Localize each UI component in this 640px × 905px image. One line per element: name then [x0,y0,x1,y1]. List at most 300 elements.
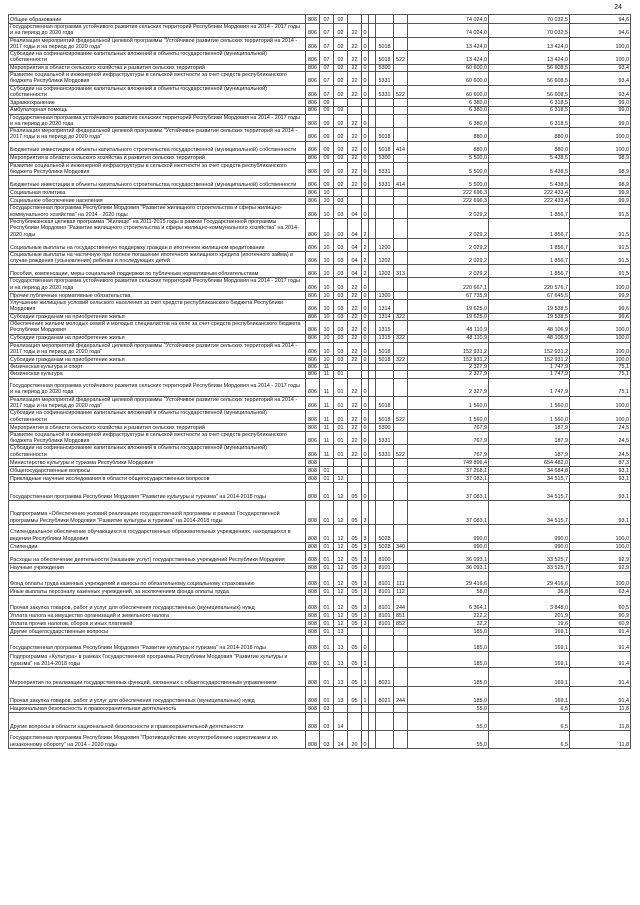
cell-name: Субсидии на софинансирование капитальных вложений в объекты государственной (муниципальной) собственности [9,51,306,65]
cell-ministry-code: 808 [306,543,320,551]
cell-section-code: 01 [320,525,334,543]
cell-plan-amount: 13 424,0 [408,37,489,51]
table-row [9,154,631,162]
cell-expense-type-code: 522 [394,445,408,459]
cell-name: Субсидии на софинансирование капитальных вложений в объекты государственной (муниципальной) собственности [9,85,306,99]
cell-program-code: 05 [348,668,362,687]
cell-article-code: 5028 [376,543,394,551]
cell-name: Государственная программа Республики Мордовия "Противодействие злоупотреблению наркотиками и их незаконному обороту" на 2014 - 2020 годы [9,731,306,749]
cell-percent: 93,1 [570,475,631,483]
cell-expense-type-code [394,64,408,71]
cell-program-code: 22 [348,356,362,364]
cell-article-code: 8021 [376,668,394,687]
cell-expense-type-code: 322 [394,334,408,342]
cell-subsection-code: 12 [334,612,348,620]
cell-article-code: 5331 [376,162,394,176]
cell-subsection-code: 12 [334,620,348,628]
cell-program-code: 05 [348,564,362,572]
cell-ministry-code: 808 [306,628,320,636]
cell-sub2-code [369,612,376,620]
cell-subprogram-code [362,628,369,636]
cell-plan-amount: 222,2 [408,612,489,620]
cell-subsection-code: 12 [334,483,348,501]
cell-program-code: 22 [348,37,362,51]
cell-percent: 92,9 [570,564,631,572]
cell-actual-amount: 5 438,5 [489,154,570,162]
cell-sub2-code [369,24,376,38]
cell-program-code: 05 [348,636,362,652]
cell-program-code: 22 [348,342,362,356]
cell-actual-amount: 6 318,5 [489,99,570,107]
cell-expense-type-code [394,251,408,265]
cell-article-code: 5300 [376,423,394,431]
cell-name: Субсидии на софинансирование капитальных вложений в объекты государственной (муниципальной) собственности [9,410,306,424]
cell-section-code: 10 [320,334,334,342]
cell-ministry-code: 806 [306,300,320,314]
cell-plan-amount: 48 110,9 [408,334,489,342]
cell-section-code: 10 [320,189,334,197]
cell-percent: 100,0 [570,543,631,551]
cell-subprogram-code: 0 [363,155,367,162]
cell-sub2-code [369,588,376,596]
cell-subsection-code: 03 [334,292,348,300]
cell-plan-amount: 2 327,9 [408,378,489,396]
cell-subsection-code: 03 [334,334,348,342]
cell-subprogram-code: 3 [362,572,369,588]
cell-name: Здравоохранение [9,99,306,107]
cell-actual-amount: 1 747,9 [489,371,570,378]
table-row [9,628,631,636]
cell-section-code: 10 [320,238,334,251]
table-row [9,114,631,128]
cell-percent: 100,0 [570,396,631,410]
cell-percent: 100,0 [570,320,631,334]
cell-actual-amount: 187,9 [489,445,570,459]
cell-program-code: 04 [348,205,362,219]
cell-percent: 11,8 [570,705,631,713]
cell-name: Мероприятия по реализации государственных функций, связанных с общегосударственным управлением [9,668,306,687]
cell-expense-type-code [394,205,408,219]
table-row [9,197,631,205]
page-number: 24 [614,4,622,11]
cell-expense-type-code [394,342,408,356]
cell-section-code: 01 [320,551,334,564]
cell-plan-amount: 2 327,9 [408,364,489,371]
cell-name: Физическая культура и спорт [9,364,306,371]
cell-plan-amount: 2 029,2 [408,265,489,278]
cell-program-code: 04 [348,218,362,238]
table-row [9,731,631,749]
table-row [9,51,631,65]
cell-section-code: 01 [320,668,334,687]
cell-expense-type-code [394,501,408,525]
cell-article-code [376,99,394,107]
cell-plan-amount: 60 600,0 [408,72,489,86]
cell-subsection-code: 01 [334,431,348,445]
cell-section-code: 09 [320,128,334,142]
cell-sub2-code [369,37,376,51]
cell-section-code: 01 [320,687,334,705]
cell-section-code: 09 [320,141,334,154]
cell-program-code: 22 [348,64,362,71]
cell-expense-type-code [394,475,408,483]
table-row [9,320,631,334]
cell-subsection-code: 03 [334,218,348,238]
cell-actual-amount: 169,1 [489,668,570,687]
cell-name: Подпрограмма «Культура» в рамках Государственной программы Республики Мордовия "Развитие культуры и туризма" на 2014-2018 годы [9,652,306,668]
table-row [9,15,631,24]
cell-subprogram-code: 3 [362,551,369,564]
cell-sub2-code [369,342,376,356]
cell-actual-amount: 1 856,7 [489,218,570,238]
cell-ministry-code: 806 [306,356,320,364]
table-row [9,396,631,410]
cell-subsection-code: 13 [334,668,348,687]
cell-sub2-code [369,620,376,628]
cell-name: Расходы на обеспечение деятельности (оказание услуг) государственных учреждений Республики Мордовия [9,551,306,564]
cell-subsection-code [334,467,348,475]
cell-expense-type-code [394,364,408,371]
cell-subprogram-code: 0 [362,300,369,314]
cell-article-code [376,705,394,713]
cell-name: Развитие социальной и инженерной инфраструктуры в сельской местности за счет средств республиканского бюджета Республики Мордовия [9,431,306,445]
cell-name: Пособия, компенсации, меры социальной поддержки по публичным нормативным обязательствам [9,265,306,278]
table-row [9,525,631,543]
cell-program-code: 22 [348,24,362,38]
cell-plan-amount: 37 268,1 [408,467,489,475]
cell-actual-amount: 1 856,7 [489,251,570,265]
cell-percent: 11,8 [570,731,631,749]
cell-program-code: 22 [348,176,362,189]
cell-subsection-code: 12 [334,596,348,612]
cell-section-code: 01 [320,572,334,588]
cell-name: Другие вопросы в области национальной безопасности и правоохранительной деятельности [9,713,306,731]
cell-actual-amount: 1 856,7 [489,265,570,278]
table-row [9,410,631,424]
cell-subprogram-code: 0 [362,378,369,396]
cell-percent: 91,5 [570,218,631,238]
cell-section-code: 09 [320,107,334,114]
cell-program-code [348,628,362,636]
cell-percent: 60,9 [570,620,631,628]
cell-subsection-code: 02 [334,72,348,86]
table-row [9,378,631,396]
cell-section-code: 07 [320,51,334,65]
cell-section-code: 09 [320,176,334,189]
cell-section-code: 07 [320,15,334,24]
cell-article-code: 1200 [376,238,394,251]
cell-actual-amount: 6,5 [489,713,570,731]
cell-subprogram-code: 0 [362,410,369,424]
cell-sub2-code [369,162,376,176]
cell-plan-amount: 767,9 [408,423,489,431]
cell-ministry-code: 806 [306,251,320,265]
cell-program-code: 22 [348,292,362,300]
cell-program-code: 22 [348,396,362,410]
cell-ministry-code: 806 [306,197,320,205]
cell-ministry-code: 806 [306,37,320,51]
cell-percent: 93,1 [570,483,631,501]
cell-program-code: 22 [348,114,362,128]
cell-name: Научные учреждения [9,564,306,572]
table-row [9,668,631,687]
cell-plan-amount: 2 327,9 [408,371,489,378]
cell-article-code [376,378,394,396]
cell-plan-amount: 37 083,1 [408,483,489,501]
cell-plan-amount: 36 093,1 [408,564,489,572]
cell-article-code: 5018 [376,128,394,142]
cell-program-code: 22 [348,313,362,320]
cell-plan-amount: 6 364,1 [408,596,489,612]
cell-percent: 100,0 [570,342,631,356]
cell-subprogram-code [362,99,369,107]
cell-expense-type-code [394,320,408,334]
cell-ministry-code: 808 [306,564,320,572]
cell-subsection-code: 02 [334,85,348,99]
cell-sub2-code [369,596,376,612]
cell-actual-amount: 13 424,0 [489,51,570,65]
cell-percent: 24,5 [570,445,631,459]
cell-name: Фонд оплаты труда казенных учреждений и взносы по обязательному социальному страхованию [9,572,306,588]
table-row [9,24,631,38]
cell-section-code: 10 [320,197,334,205]
cell-actual-amount: 169,1 [489,636,570,652]
cell-article-code [376,636,394,652]
cell-ministry-code: 808 [306,612,320,620]
cell-ministry-code: 806 [306,378,320,396]
cell-subsection-code: 13 [334,636,348,652]
cell-ministry-code: 808 [306,551,320,564]
cell-actual-amount: 13 424,0 [489,37,570,51]
cell-actual-amount: 67 645,5 [489,292,570,300]
cell-name: Общегосударственные вопросы [9,467,306,475]
cell-expense-type-code: 322 [394,313,408,320]
table-body [9,15,631,749]
cell-program-code: 22 [348,162,362,176]
cell-actual-amount: 222 433,4 [489,197,570,205]
cell-actual-amount: 56 608,5 [489,64,570,71]
cell-section-code: 10 [320,218,334,238]
cell-expense-type-code [394,15,408,24]
table-row [9,551,631,564]
cell-plan-amount: 2 029,2 [408,205,489,219]
cell-sub2-code [369,15,376,24]
cell-plan-amount: 152 931,2 [408,356,489,364]
cell-actual-amount: 169,1 [489,628,570,636]
cell-section-code: 09 [320,154,334,162]
cell-article-code: 1314 [376,300,394,314]
cell-percent: 99,9 [570,292,631,300]
cell-section-code: 01 [320,612,334,620]
cell-article-code [376,24,394,38]
cell-sub2-code [369,668,376,687]
table-row [9,483,631,501]
cell-subprogram-code: 0 [362,205,369,219]
cell-ministry-code: 806 [306,154,320,162]
cell-ministry-code: 808 [306,713,320,731]
cell-program-code: 05 [348,543,362,551]
cell-subprogram-code [362,107,369,114]
cell-ministry-code: 808 [306,596,320,612]
cell-subsection-code [334,189,348,197]
cell-program-code: 05 [348,572,362,588]
cell-expense-type-code: 522 [394,85,408,99]
cell-plan-amount: 37 083,1 [408,475,489,483]
cell-plan-amount: 6 380,0 [408,107,489,114]
cell-subsection-code: 02 [334,114,348,128]
cell-actual-amount: 33 525,7 [489,564,570,572]
cell-section-code: 11 [320,410,334,424]
cell-subsection-code: 02 [334,141,348,154]
cell-expense-type-code: 414 [394,176,408,189]
cell-percent: 75,1 [570,378,631,396]
cell-subsection-code: 03 [334,238,348,251]
cell-percent: 91,5 [570,238,631,251]
cell-section-code: 03 [320,713,334,731]
cell-ministry-code: 806 [306,15,320,24]
cell-ministry-code: 806 [306,218,320,238]
cell-actual-amount: 220 576,7 [489,278,570,292]
table-row [9,564,631,572]
cell-percent: 99,0 [570,114,631,128]
cell-subsection-code: 13 [334,628,348,636]
table-row [9,572,631,588]
cell-actual-amount: 6,5 [489,705,570,713]
cell-ministry-code: 808 [306,636,320,652]
cell-percent: 91,5 [570,205,631,219]
cell-subsection-code: 01 [334,371,348,378]
cell-expense-type-code [394,668,408,687]
cell-actual-amount: 36,8 [489,588,570,596]
cell-name: Бюджетные инвестиции в объекты капитального строительства государственной (муниципальной) собственности [9,176,306,189]
cell-plan-amount: 185,0 [408,636,489,652]
cell-actual-amount: 34 515,7 [489,483,570,501]
cell-sub2-code [369,475,376,483]
cell-program-code: 05 [348,551,362,564]
cell-subsection-code [334,99,348,107]
cell-percent: 93,4 [570,85,631,99]
cell-expense-type-code [394,238,408,251]
cell-program-code: 22 [348,72,362,86]
cell-subsection-code: 02 [334,128,348,142]
cell-subprogram-code [362,459,369,467]
cell-section-code: 07 [320,64,334,71]
cell-name: Социальное обеспечение населения [9,197,306,205]
cell-subsection-code: 03 [334,320,348,334]
cell-actual-amount: 6 318,5 [489,114,570,128]
cell-plan-amount: 185,0 [408,628,489,636]
cell-expense-type-code [394,278,408,292]
cell-plan-amount: 6 380,0 [408,114,489,128]
cell-subprogram-code: 0 [362,128,369,142]
cell-actual-amount: 222 433,4 [489,189,570,197]
cell-subprogram-code: 0 [363,313,367,320]
cell-percent: 75,1 [570,364,631,371]
cell-percent: 87,3 [570,459,631,467]
cell-actual-amount: 19 538,5 [489,313,570,320]
cell-sub2-code [369,300,376,314]
cell-subprogram-code: 0 [362,37,369,51]
cell-program-code: 05 [348,620,362,628]
cell-plan-amount: 55,0 [408,731,489,749]
cell-article-code: 5018 [376,37,394,51]
cell-subsection-code: 02 [334,154,348,162]
cell-article-code [376,483,394,501]
cell-ministry-code: 806 [306,141,320,154]
cell-percent: 24,5 [570,423,631,431]
cell-subprogram-code: 2 [362,218,369,238]
cell-actual-amount: 48 106,9 [489,320,570,334]
cell-subsection-code: 12 [334,588,348,596]
cell-ministry-code: 806 [306,189,320,197]
table-row [9,265,631,278]
cell-percent: 93,1 [570,501,631,525]
cell-program-code: 05 [348,588,362,596]
cell-program-code: 22 [348,278,362,292]
cell-plan-amount: 55,0 [408,705,489,713]
cell-article-code: 5018 [376,356,394,364]
cell-name: Реализация мероприятий федеральной целевой программы "Устойчивое развитие сельских территорий на 2014 - 2017 годы и на период до 2020 года" [9,37,306,51]
cell-section-code: 01 [320,628,334,636]
cell-subsection-code: 02 [334,176,348,189]
cell-actual-amount: 169,1 [489,687,570,705]
cell-name: Уплата налога на имущество организаций и земельного налога [9,612,306,620]
cell-expense-type-code [394,72,408,86]
cell-ministry-code: 806 [306,371,320,378]
cell-percent: 99,0 [570,99,631,107]
cell-sub2-code [369,99,376,107]
cell-subsection-code: 14 [334,713,348,731]
cell-ministry-code: 806 [306,410,320,424]
cell-expense-type-code [394,431,408,445]
cell-sub2-code [369,334,376,342]
cell-actual-amount: 169,1 [489,652,570,668]
cell-section-code: 11 [320,396,334,410]
cell-expense-type-code: 522 [394,51,408,65]
cell-program-code: 04 [348,265,362,278]
cell-name: Амбулаторная помощь [9,107,306,114]
cell-name: Подпрограмма «Обеспечение условий реализации государственной программы в рамках Государственной программы Республики Мордовия "Развитие культуры и туризма" на 2014-2018 годы [9,501,306,525]
cell-program-code: 22 [348,141,362,154]
cell-plan-amount: 5 500,0 [408,162,489,176]
cell-percent: 91,5 [570,251,631,265]
cell-article-code: 8021 [376,687,394,705]
cell-name: Реализация мероприятий федеральной целевой программы "Устойчивое развитие сельских территорий на 2014 - 2017 годы и на период до 2020 года" [9,342,306,356]
cell-percent: 11,8 [570,713,631,731]
table-row [9,107,631,114]
cell-expense-type-code [394,292,408,300]
cell-subsection-code: 01 [334,378,348,396]
cell-plan-amount: 74 024,0 [408,24,489,38]
cell-actual-amount: 70 032,5 [489,24,570,38]
cell-sub2-code [369,652,376,668]
cell-percent: 98,9 [570,176,631,189]
cell-actual-amount: 19,6 [489,620,570,628]
cell-actual-amount: 1 856,7 [489,205,570,219]
cell-name: Обеспечение жильем молодых семей и молодых специалистов на селе за счет средств республиканского бюджета Республики Мордовия [9,320,306,334]
cell-actual-amount: 1 560,0 [489,410,570,424]
cell-actual-amount: 880,0 [489,141,570,154]
cell-subprogram-code: 0 [363,424,367,431]
table-row [9,475,631,483]
table-row [9,99,631,107]
cell-subprogram-code: 0 [362,342,369,356]
table-row [9,705,631,713]
cell-program-code: 22 [348,154,362,162]
cell-expense-type-code [394,636,408,652]
cell-actual-amount: 34 684,8 [489,467,570,475]
cell-percent: 100,0 [570,141,631,154]
